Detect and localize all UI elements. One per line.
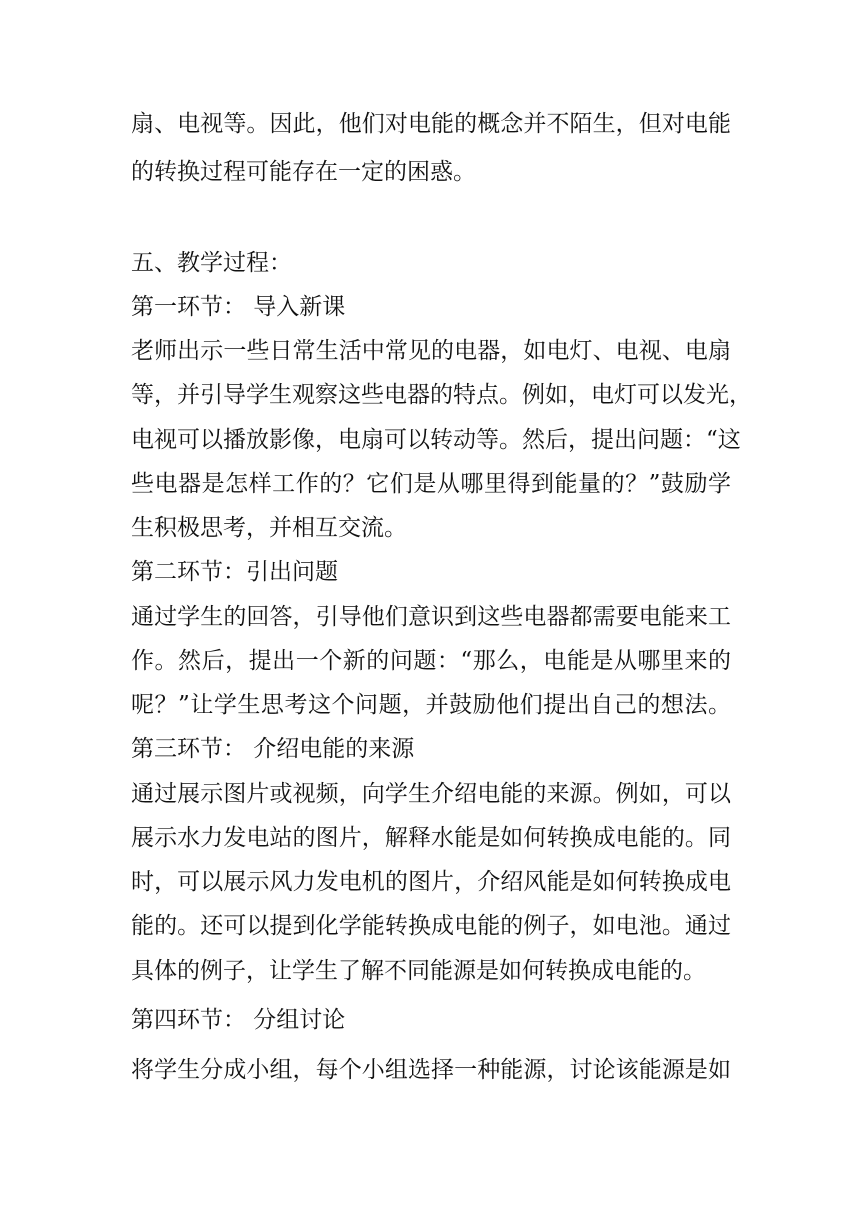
paragraph-line: 扇、电视等。因此，他们对电能的概念并不陌生，但对电能 bbox=[131, 111, 731, 137]
step-heading: 第三环节： 介绍电能的来源 bbox=[131, 736, 415, 762]
paragraph-line: 电视可以播放影像，电扇可以转动等。然后，提出问题：“这 bbox=[131, 427, 741, 453]
section-heading: 五、教学过程： bbox=[131, 250, 292, 276]
paragraph-line: 的转换过程可能存在一定的困惑。 bbox=[131, 159, 476, 185]
step-heading: 第四环节： 分组讨论 bbox=[131, 1007, 346, 1033]
paragraph-line: 能的。还可以提到化学能转换成电能的例子，如电池。通过 bbox=[131, 913, 731, 939]
paragraph-line: 时，可以展示风力发电机的图片，介绍风能是如何转换成电 bbox=[131, 869, 731, 895]
paragraph-line: 具体的例子，让学生了解不同能源是如何转换成电能的。 bbox=[131, 958, 706, 984]
paragraph-line: 呢？”让学生思考这个问题，并鼓励他们提出自己的想法。 bbox=[131, 692, 731, 718]
paragraph-line: 通过学生的回答，引导他们意识到这些电器都需要电能来工 bbox=[131, 604, 731, 630]
paragraph-line: 展示水力发电站的图片，解释水能是如何转换成电能的。同 bbox=[131, 825, 731, 851]
paragraph-line: 作。然后，提出一个新的问题：“那么，电能是从哪里来的 bbox=[131, 648, 731, 674]
paragraph-line: 些电器是怎样工作的？它们是从哪里得到能量的？”鼓励学 bbox=[131, 471, 731, 497]
paragraph-line: 将学生分成小组，每个小组选择一种能源，讨论该能源是如 bbox=[131, 1057, 731, 1083]
paragraph-line: 等，并引导学生观察这些电器的特点。例如，电灯可以发光， bbox=[131, 382, 752, 408]
paragraph-line: 生积极思考，并相互交流。 bbox=[131, 515, 407, 541]
paragraph-line: 老师出示一些日常生活中常见的电器，如电灯、电视、电扇 bbox=[131, 338, 731, 364]
paragraph-line: 通过展示图片或视频，向学生介绍电能的来源。例如，可以 bbox=[131, 781, 731, 807]
step-heading: 第二环节：引出问题 bbox=[131, 559, 338, 585]
step-heading: 第一环节： 导入新课 bbox=[131, 294, 346, 320]
